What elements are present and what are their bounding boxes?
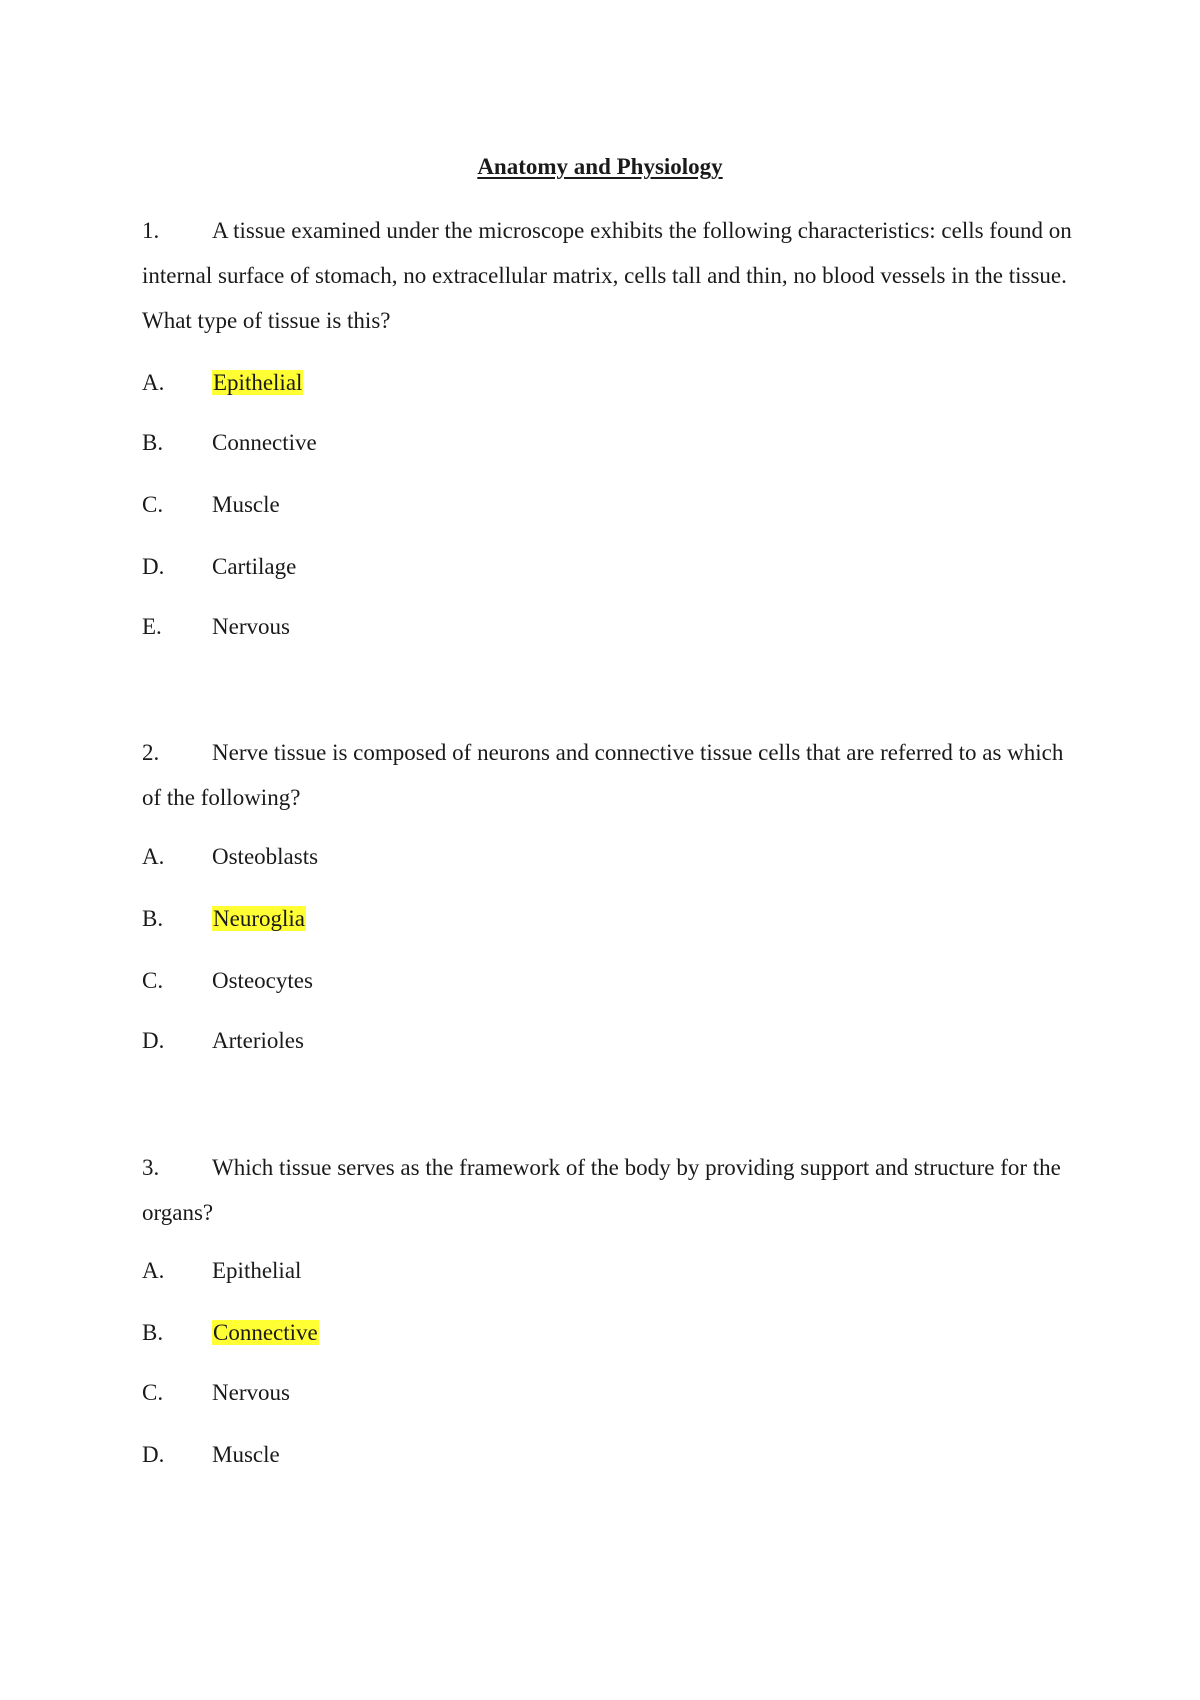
- choice-letter: C.: [142, 492, 164, 517]
- choice-1b: [142, 428, 317, 458]
- choice-text: Osteocytes: [212, 968, 313, 993]
- choice-1c: [142, 490, 280, 520]
- choice-3a: [142, 1256, 301, 1286]
- choice-letter: C.: [142, 968, 164, 993]
- choice-2d: [142, 1026, 304, 1056]
- choice-letter: D.: [142, 1028, 165, 1053]
- choice-1d: [142, 552, 296, 582]
- question-3: [142, 1145, 1072, 1235]
- question-text: Nerve tissue is composed of neurons and connective tissue cells that are referred to as which of the following?: [142, 740, 1064, 810]
- choice-letter: B.: [142, 430, 164, 455]
- choice-letter: A.: [142, 370, 165, 395]
- choice-text: Nervous: [212, 614, 290, 639]
- question-text: Which tissue serves as the framework of the body by providing support and structure for the organs?: [142, 1155, 1061, 1225]
- choice-letter: A.: [142, 844, 165, 869]
- choice-letter: E.: [142, 614, 162, 639]
- choice-text-highlighted: Connective: [213, 1320, 318, 1345]
- choice-text: Muscle: [212, 1442, 280, 1467]
- page-title: Anatomy and Physiology: [477, 154, 723, 179]
- choice-3c: [142, 1378, 290, 1408]
- question-1: [142, 208, 1072, 343]
- choice-letter: D.: [142, 554, 165, 579]
- choice-text: Epithelial: [212, 1258, 302, 1283]
- choice-letter: D.: [142, 1442, 165, 1467]
- choice-text: Arterioles: [212, 1028, 304, 1053]
- question-text: A tissue examined under the microscope exhibits the following characteristics: cells found on internal surface of stomach, no extracellular matrix, cells tall and thin, no blood vessels in the tissue. What type of tissue is this?: [142, 218, 1072, 333]
- choice-1a: [142, 368, 303, 398]
- choice-text: Connective: [212, 430, 317, 455]
- choice-text: Nervous: [212, 1380, 290, 1405]
- choice-letter: C.: [142, 1380, 164, 1405]
- question-2: [142, 730, 1072, 820]
- choice-letter: B.: [142, 1320, 164, 1345]
- choice-text-highlighted: Epithelial: [213, 370, 303, 395]
- question-number: 2.: [142, 740, 160, 765]
- question-number: 1.: [142, 218, 160, 243]
- choice-letter: B.: [142, 906, 164, 931]
- choice-2c: [142, 966, 313, 996]
- choice-2b: [142, 904, 306, 934]
- choice-text: Muscle: [212, 492, 280, 517]
- choice-3d: [142, 1440, 280, 1470]
- choice-text-highlighted: Neuroglia: [213, 906, 305, 931]
- choice-text: Cartilage: [212, 554, 297, 579]
- question-number: 3.: [142, 1155, 160, 1180]
- choice-3b: [142, 1318, 319, 1348]
- choice-letter: A.: [142, 1258, 165, 1283]
- choice-2a: [142, 842, 318, 872]
- choice-text: Osteoblasts: [212, 844, 319, 869]
- choice-1e: [142, 612, 290, 642]
